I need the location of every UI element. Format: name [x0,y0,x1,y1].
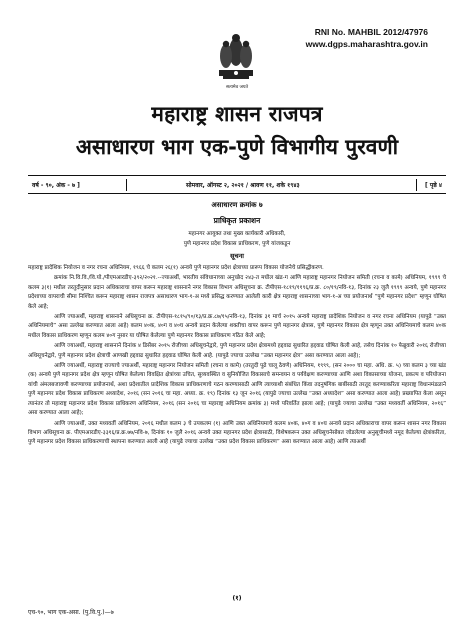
paragraph: आणि ज्याअर्थी, महाराष्ट्र शासनाने दिनांक ४ डिसेंबर २०१५ रोजीच्या अधिसूचनेद्वारे, पुणे महानगर प्रदेश क्षेत्रामध्ये हद्दवाढ सुधारित हद्दवाढ घोषित केली आहे, तसेच दिनांक १० फेब्रुवारी २०१६ रोजीच्या अधिसूचनेद्वारे, पुणे महानगर प्रदेश क्षेत्राची आणखी हद्दवाढ सुधारित हद्दवाढ घोषित केली आहे. (यापुढे ज्याचा उल्लेख “उक्त महानगर क्षेत्र” असा करण्यात आला आहे); [28,343,446,359]
issue-date: सोमवार, ऑगस्ट २, २०२१ / श्रावण ११, शके १९४३ [186,182,300,189]
gazette-title: महाराष्ट्र शासन राजपत्र [151,102,323,126]
page-count: [ पृष्ठे ४ [425,182,442,189]
page-number: (१) [232,594,242,602]
notice-heading: सूचना [230,252,244,260]
state-emblem-icon [213,26,259,90]
meta-separator [416,179,417,191]
meta-separator [126,179,127,191]
notice-body [28,264,446,449]
rni-number: RNI No. MAHBIL 2012/47976 [314,27,428,37]
issue-meta-bar [28,179,446,191]
paragraph: आणि ज्याअर्थी, महाराष्ट्र शासनाने अधिसूचना क्र. टीपीएस-१८१५/९०/१३/प्र.क्र.८७/१५/नवि-१३, दिनांक ३१ मार्च २०१५ अन्वये महाराष्ट्र प्रादेशिक नियोजन व नगर रचना अधिनियम (यापुढे “उक्त अधिनियमाचे” असा उल्लेख करण्यात आला आहे) कलम ४०क, ४०ग व ४०घ अन्वये प्रदान केलेल्या शक्तीचा वापर करून पुणे महानगर क्षेत्रास, पुणे महानगर विकास क्षेत्र म्हणून उक्त अधिनियमाचे कलम ४०क मधील विकास प्राधिकरण म्हणून कलम ४०ग नुसार या घोषित केलेल्या पुणे महानगर विकास प्राधिकरण गठित केले आहे; [28,314,446,339]
divider-bottom [28,193,446,194]
paragraph-subject: महाराष्ट्र प्रादेशिक नियोजन व नगर रचना अधिनियम, १९६६ चे कलम २६(१) अन्वये पुणे महानगर प्रदेश क्षेत्राच्या प्रारूप विकास योजनेचे प्रसिद्धीकरण. [28,265,324,271]
authorized-publication: प्राधिकृत प्रकाशन [213,216,261,225]
emblem-caption: सत्यमेव जयते [225,85,249,90]
website: www.dgps.maharashtra.gov.in [305,39,428,49]
volume-info: वर्ष - ९०, अंक - ७ ] [32,182,80,189]
paragraph: आणि ज्याअर्थी, उक्त मध्यवर्ती अधिनियम, २०१६ मधील कलम ३ चे उपकलम (१) आणि उक्त अधिनियमाचे कलम ४०क, ४०ग व ४०घ अन्वये प्रदान अधिकाराचा वापर करून शासन नगर विकास विभाग अधिसूचना क्र. पीएमआरडीए-३३१६/प्र.क्र.७७/नवि-७, दिनांक १० जुलै २०१६ अन्वये उक्त महानगर प्रदेश क्षेत्रासाठी, विशेषकरून उक्त अधिसूचनेसोबत जोडलेल्या अनुसूचीमध्ये नमूद केलेल्या क्षेत्रांकरिता, पुणे महानगर प्रदेश विकास प्राधिकरणाची स्थापना करण्यात आली आहे (यापुढे ज्याचा उल्लेख “उक्त प्रदेश विकास प्राधिकरण” असा करण्यात आला आहे) आणि त्याअर्थी [28,420,446,446]
divider-top [28,175,446,176]
gazette-subtitle: असाधारण भाग एक-पुणे विभागीय पुरवणी [75,135,399,159]
paragraph: आणि ज्याअर्थी, महाराष्ट्र राज्याचे ज्याअर्थी, महाराष्ट्र महानगर नियोजन समिती (रचना व कामे) (तरतुदी पुढे चालू ठेवणे) अधिनियम, १९९९, (सन २००० चा महा. अधि. क्र. ५) च्या कलम ३ च्या खंड (क) अन्वये पुणे महानगर प्रदेश क्षेत्र म्हणून घोषित केलेल्या विवक्षित क्षेत्रांच्या उचित, सुव्यवस्थित व सुनियोजित विकासाचे समन्वयन व पर्यवेक्षण करण्याच्या आणि अशा विकासाच्या योजना, प्रकल्प व परियोजना यांची अंमलबजावणी करण्याच्या प्रयोजनार्थ, अशा प्रदेशातील प्रादेशिक विकास प्राधिकरणाचे गठन करण्यासाठी आणि त्याच्याशी संबंधित किंवा तदनुषंगिक बाबींसाठी तरतूद करण्याकरिता महाराष्ट्र विधानमंडळाने पुणे महानगर प्रदेश विकास प्राधिकरण अध्यादेश, २०१६ (सन २०१६ चा महा. अध्या. क्र. १९) दिनांक १३ जून २०१६ (यापुढे ज्याचा उल्लेख “उक्त अध्यादेश” असा करण्यात आला आहे) प्रख्यापित केला असून त्यानंतर तो महाराष्ट्र महानगर प्रदेश विकास प्राधिकरण अधिनियम, २०१६ (सन २०१६ चा महाराष्ट्र अधिनियम क्रमांक ३) मध्ये परिवर्तित झाला आहे; (यापुढे ज्याचा उल्लेख “उक्त मध्यवर्ती अधिनियम, २०१६” असा करण्यात आला आहे); [28,363,446,417]
extraordinary-number: असाधारण क्रमांक ७ [211,201,263,209]
rni-block [306,26,428,50]
issuer-organization: पुणे महानगर प्रदेश विकास प्राधिकरण, पुणे यांजकडून [183,241,291,247]
paragraph: क्रमांक नि.वि.वि./वि.यो./पीएमआरडीए-३९२/२०२१.--ज्याअर्थी, भारतीय संविधानाच्या अनुच्छेद २४३-त मधील खंड-ग आणि महाराष्ट्र महानगर नियोजन समिती (रचना व कामे) अधिनियम, १९९९ चे कलम ३(१) मधील तरतुदीनुसार प्रदान अधिकाराचा वापर करून महाराष्ट्र शासनाने नगर विकास विभाग अधिसूचना क्र. टीपीएस-१८१९/११९६/प्र.क्र. ८०/१९/नवि-१३, दिनांक २३ जुलै १९९९ अन्वये, पुणे महानगर प्रदेशाच्या वापराची सीमा निश्चित करून महाराष्ट्र शासन राजपत्र असाधारण भाग-१-अ मध्ये प्रसिद्ध करण्यात आलेली कारी क्षेत्र महाराष्ट्र शासनाच्या भाग-१-अ च्या प्रयोजनार्थ “पुणे महानगर प्रदेश” म्हणून घोषित केले आहे; [28,275,446,310]
issuer-designation: महानगर आयुक्त तथा मुख्य कार्यकारी अधिकारी, [188,231,286,237]
footer-reference: एच-९०, भाग एक-असा. (पु.वि.पु.)—७ [28,609,114,616]
